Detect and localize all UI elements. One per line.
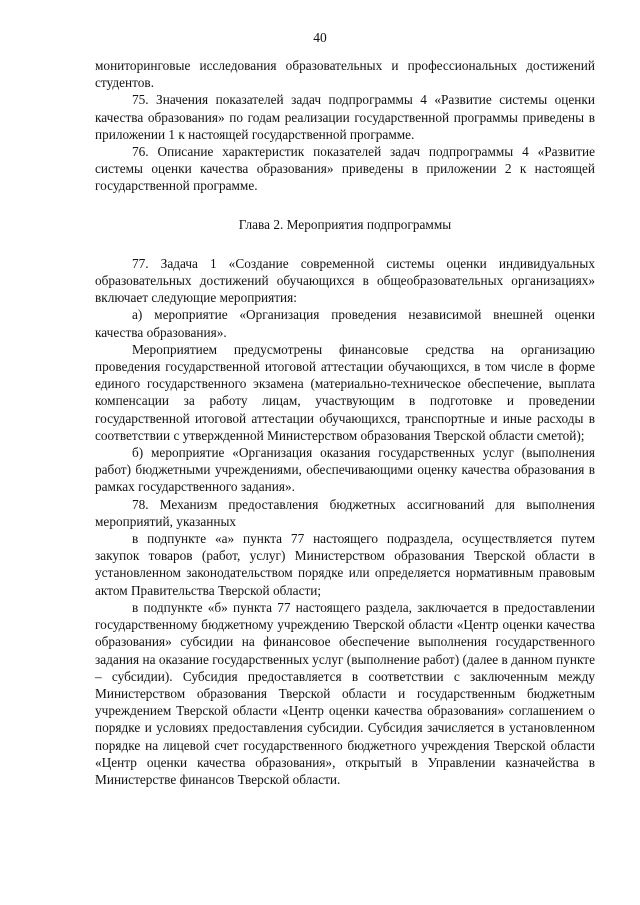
paragraph-77-a: а) мероприятие «Организация проведения независимой внешней оценки качества образования». <box>95 307 595 340</box>
paragraph-76: 76. Описание характеристик показателей задач подпрограммы 4 «Развитие системы оценки качества образования» приведены в приложении 2 к настоящей государственной программе. <box>95 144 595 194</box>
page-number: 40 <box>313 30 327 45</box>
paragraph-78-a: в подпункте «а» пункта 77 настоящего подраздела, осуществляется путем закупок товаров (работ, услуг) Министерством образования Тверской области в установленном законодательством порядке или определяется нормативным правовым актом Правительства Тверской области; <box>95 531 595 598</box>
paragraph-77-a-description: Мероприятием предусмотрены финансовые средства на организацию проведения государственной итоговой аттестации обучающихся, в том числе в форме единого государственного экзамена (материально-техническое обеспечение, выплата компенсации за работу лицам, участвующим в подготовке и проведении государственной итоговой аттестации обучающихся, транспортные и иные расходы в соответствии с утвержденной Министерством образования Тверской области сметой); <box>95 341 595 443</box>
paragraph-78-b: в подпункте «б» пункта 77 настоящего раздела, заключается в предоставлении государственному бюджетному учреждению Тверской области «Центр оценки качества образования» субсидии на финансовое обеспечение выполнения государственного задания на оказание государственных услуг (выполнение работ) (далее в данном пункте – субсидии). Субсидия предоставляется в соответствии с заключенным между Министерством образования Тверской области и государственным бюджетным учреждением Тверской области «Центр оценки качества образования» соглашением о порядке и условиях предоставления субсидии. Субсидия зачисляется в установленном порядке на лицевой счет государственного бюджетного учреждения Тверской области «Центр оценки качества образования», открытый в Управлении казначейства в Министерстве финансов Тверской области. <box>95 599 595 787</box>
paragraph-75: 75. Значения показателей задач подпрограммы 4 «Развитие системы оценки качества образования» по годам реализации государственной программы приведены в приложении 1 к настоящей государственной программе. <box>95 92 595 142</box>
chapter-heading: Глава 2. Мероприятия подпрограммы <box>238 216 452 232</box>
paragraph-78: 78. Механизм предоставления бюджетных ассигнований для выполнения мероприятий, указанных <box>95 496 595 529</box>
paragraph-77-b: б) мероприятие «Организация оказания государственных услуг (выполнения работ) бюджетными учреждениями, обеспечивающими оценку качества образования в рамках государственного задания». <box>95 445 595 495</box>
document-body <box>95 57 595 788</box>
paragraph-77: 77. Задача 1 «Создание современной системы оценки индивидуальных образовательных достижений обучающихся в общеобразовательных организациях» включает следующие мероприятия: <box>95 255 595 306</box>
paragraph-continuation: мониторинговые исследования образовательных и профессиональных достижений студентов. <box>95 58 595 91</box>
